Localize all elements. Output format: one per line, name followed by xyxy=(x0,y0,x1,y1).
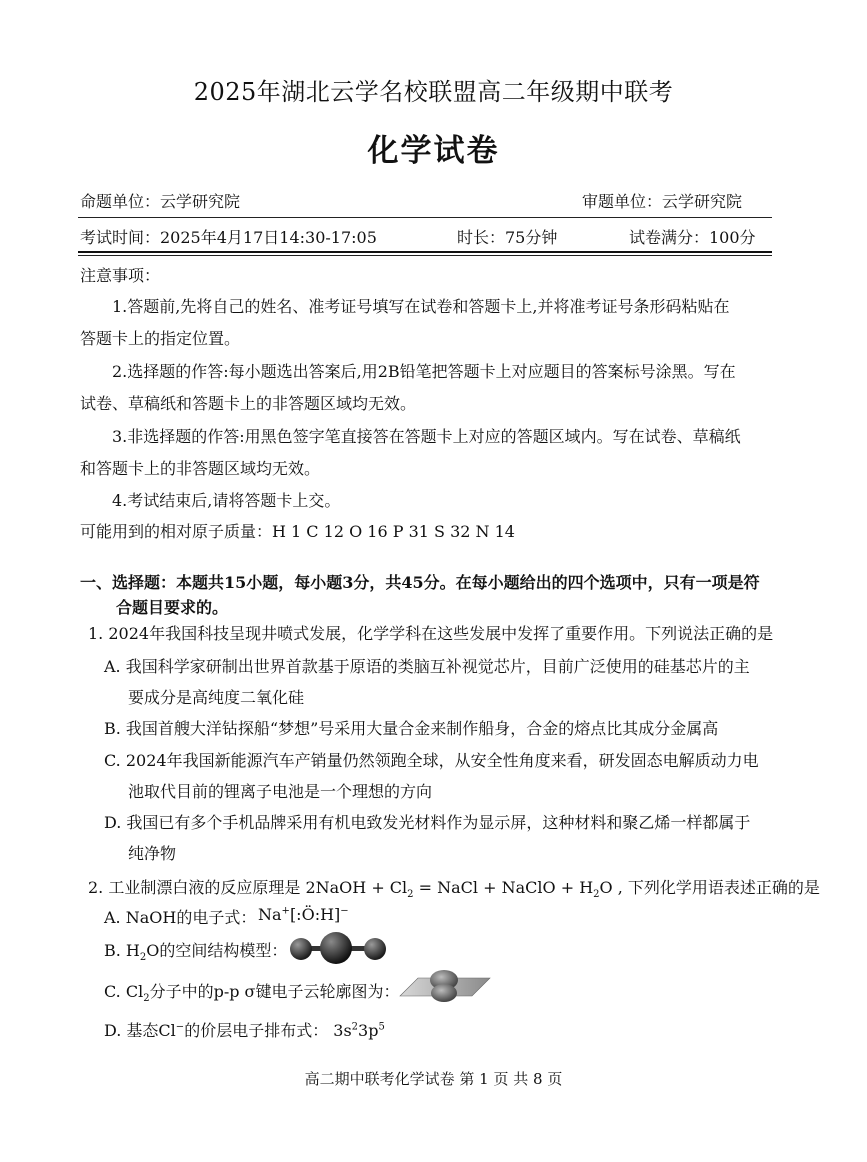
q2-option-a: A. NaOH的电子式： xyxy=(104,908,257,927)
note-line: 2.选择题的作答:每小题选出答案后,用2B铅笔把答题卡上对应题目的答案标号涂黑。写在 xyxy=(112,362,736,381)
note-line: 答题卡上的指定位置。 xyxy=(80,329,241,348)
reviewer-label: 审题单位：云学研究院 xyxy=(582,192,743,211)
q1-option-b: B. 我国首艘大洋钻探船“梦想”号采用大量合金来制作船身，合金的熔点比其成分金属高 xyxy=(104,719,719,738)
q1-option-d-cont: 纯净物 xyxy=(128,844,177,863)
naoh-electron-formula: Na+[:Ö:H]− xyxy=(258,905,349,924)
sigma-bond-cloud-image xyxy=(396,966,492,1006)
duration: 时长：75分钟 xyxy=(457,228,558,247)
header-double-rule-top xyxy=(78,251,772,253)
note-line: 3.非选择题的作答:用黑色签字笔直接答在答题卡上对应的答题区域内。写在试卷、草稿纸 xyxy=(112,427,741,446)
setter-label: 命题单位：云学研究院 xyxy=(80,192,241,211)
q2-option-d: D. 基态Cl−的价层电子排布式： $3s^23p^5$ xyxy=(104,1021,385,1040)
page-footer: 高二期中联考化学试卷 第 1 页 共 8 页 xyxy=(304,1070,563,1088)
question-2-stem: 2. 工业制漂白液的反应原理是 2NaOH + $Cl_2$ = NaCl + NaClO + $H_2O$ , 下列化学用语表述正确的是 xyxy=(88,878,820,901)
section-heading-cont: 合题目要求的。 xyxy=(116,598,229,617)
q2-option-b: B. $H_2O$的空间结构模型： xyxy=(104,941,288,964)
q2-option-c: C. $Cl_2$分子中的p-p σ键电子云轮廓图为： xyxy=(104,982,400,1005)
note-line: 1.答题前,先将自己的姓名、准考证号填写在试卷和答题卡上,并将准考证号条形码粘贴在 xyxy=(112,297,730,316)
q1-option-a-cont: 要成分是高纯度二氧化硅 xyxy=(128,688,305,707)
question-1-stem: 1. 2024年我国科技呈现井喷式发展，化学学科在这些发展中发挥了重要作用。下列说法正确的是 xyxy=(88,624,774,643)
exam-title: 2025年湖北云学名校联盟高二年级期中联考 xyxy=(193,78,674,106)
q1-option-c-cont: 池取代目前的锂离子电池是一个理想的方向 xyxy=(128,782,433,801)
section-heading: 一、选择题：本题共15小题，每小题3分，共45分。在每小题给出的四个选项中，只有一项是符 xyxy=(80,573,760,592)
notes-title: 注意事项： xyxy=(80,266,161,285)
q1-option-d: D. 我国已有多个手机品牌采用有机电致发光材料作为显示屏，这种材料和聚乙烯一样都属于 xyxy=(104,813,751,832)
q1-option-a: A. 我国科学家研制出世界首款基于原语的类脑互补视觉芯片，目前广泛使用的硅基芯片的主 xyxy=(104,657,750,676)
note-line: 和答题卡上的非答题区域均无效。 xyxy=(80,459,321,478)
q1-option-c: C. 2024年我国新能源汽车产销量仍然领跑全球，从安全性角度来看，研发固态电解质动力电 xyxy=(104,751,759,770)
full-score: 试卷满分：100分 xyxy=(629,228,756,247)
atomic-mass-line: 可能用到的相对原子质量：H 1 C 12 O 16 P 31 S 32 N 14 xyxy=(80,522,515,541)
subject-title: 化学试卷 xyxy=(367,133,500,169)
exam-time: 考试时间：2025年4月17日14:30-17:05 xyxy=(80,228,377,247)
header-divider xyxy=(78,217,772,218)
note-line: 试卷、草稿纸和答题卡上的非答题区域均无效。 xyxy=(80,394,417,413)
header-double-rule-bottom xyxy=(78,255,772,256)
water-ball-model-image xyxy=(286,930,394,966)
note-line: 4.考试结束后,请将答题卡上交。 xyxy=(112,491,341,510)
